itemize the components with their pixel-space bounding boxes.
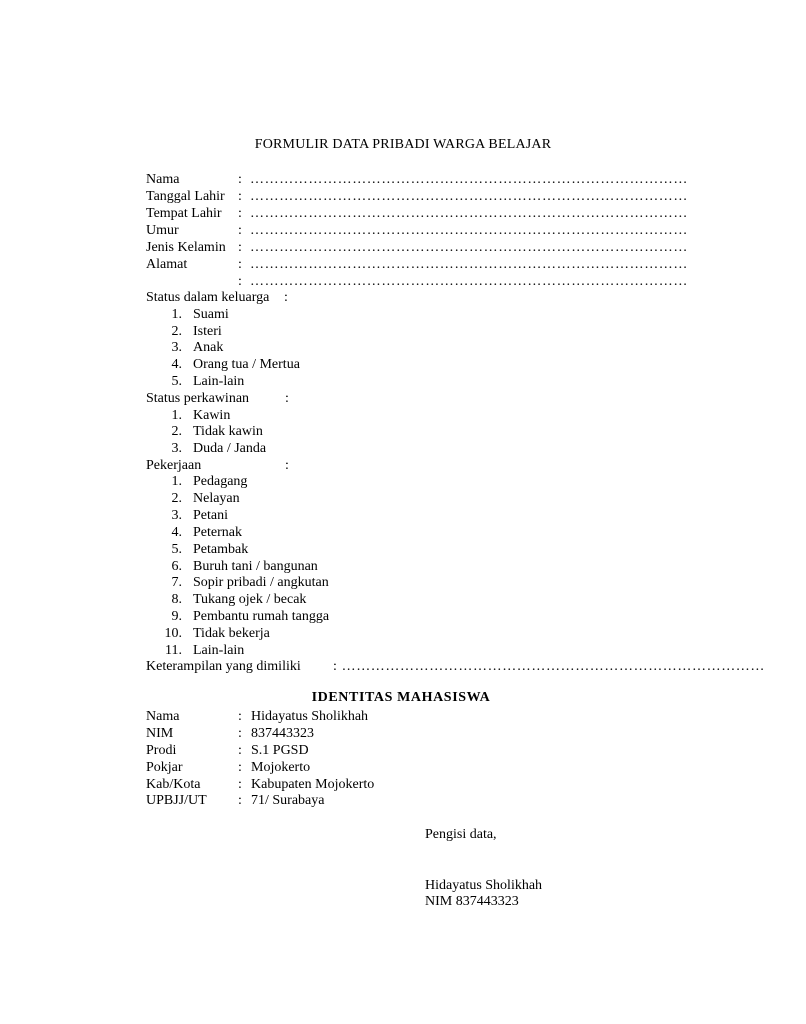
item-number: 3. [171,441,182,456]
item-number: 1. [171,408,182,423]
item-number: 9. [171,609,182,624]
section-colon: : [284,290,288,305]
item-number: 10. [164,626,182,641]
item-number: 4. [171,525,182,540]
item-number: 3. [171,340,182,355]
item-text: Petani [193,508,228,523]
item-text: Sopir pribadi / angkutan [193,575,329,590]
row-value: Mojokerto [251,760,311,775]
item-text: Buruh tani / bangunan [193,559,318,574]
item-text: Orang tua / Mertua [193,357,300,372]
item-text: Lain-lain [193,374,245,389]
field-dots: ……………………………………………………………………………… [250,223,688,238]
row-colon: : [238,709,242,724]
item-text: Isteri [193,324,222,339]
field-dots: ……………………………………………………………………………… [250,240,688,255]
field-colon: : [238,172,242,187]
row-colon: : [238,743,242,758]
item-number: 3. [171,508,182,523]
field-dots: ……………………………………………………………………………… [250,257,688,272]
signature-name: Hidayatus Sholikhah [425,878,543,893]
row-label: UPBJJ/UT [146,793,207,808]
row-colon: : [238,760,242,775]
identitas-title: IDENTITAS MAHASISWA [311,690,491,705]
item-number: 2. [171,424,182,439]
item-number: 2. [171,324,182,339]
row-value: 71/ Surabaya [251,793,325,808]
field-label: Umur [146,223,179,238]
item-number: 4. [171,357,182,372]
row-label: NIM [146,726,174,741]
form-title: FORMULIR DATA PRIBADI WARGA BELAJAR [254,137,552,152]
field-label: Nama [146,172,180,187]
item-number: 1. [171,474,182,489]
field-colon: : [238,274,242,289]
field-colon: : [238,257,242,272]
row-label: Kab/Kota [146,777,201,792]
keterampilan-label: Keterampilan yang dimiliki [146,659,301,674]
item-text: Nelayan [193,491,240,506]
field-dots: ……………………………………………………………………………… [250,274,688,289]
keterampilan-dots: : …………………………………………………………………………… [333,659,765,674]
section-label: Pekerjaan [146,458,202,473]
item-text: Tidak kawin [193,424,263,439]
field-dots: ……………………………………………………………………………… [250,172,688,187]
section-label: Status dalam keluarga [146,290,270,305]
field-label: Alamat [146,257,188,272]
item-text: Pedagang [193,474,248,489]
item-text: Pembantu rumah tangga [193,609,330,624]
row-colon: : [238,726,242,741]
item-text: Kawin [193,408,231,423]
row-value: Hidayatus Sholikhah [251,709,369,724]
item-number: 2. [171,491,182,506]
item-text: Lain-lain [193,643,245,658]
section-label: Status perkawinan [146,391,250,406]
field-colon: : [238,223,242,238]
row-colon: : [238,777,242,792]
field-label: Tanggal Lahir [146,189,225,204]
item-number: 5. [171,542,182,557]
item-text: Tukang ojek / becak [193,592,307,607]
signature-nim: NIM 837443323 [425,894,519,909]
item-text: Suami [193,307,229,322]
section-colon: : [285,458,289,473]
row-value: Kabupaten Mojokerto [251,777,375,792]
field-label: Jenis Kelamin [146,240,226,255]
item-text: Petambak [193,542,249,557]
item-text: Anak [193,340,224,355]
row-value: 837443323 [251,726,314,741]
item-number: 6. [171,559,182,574]
section-colon: : [285,391,289,406]
field-colon: : [238,206,242,221]
field-dots: ……………………………………………………………………………… [250,206,688,221]
row-value: S.1 PGSD [251,743,309,758]
signature-heading: Pengisi data, [425,827,497,842]
item-text: Tidak bekerja [193,626,270,641]
item-text: Duda / Janda [193,441,267,456]
field-colon: : [238,240,242,255]
field-label: Tempat Lahir [146,206,222,221]
item-number: 11. [165,643,182,658]
field-dots: ……………………………………………………………………………… [250,189,688,204]
field-colon: : [238,189,242,204]
item-number: 8. [171,592,182,607]
row-label: Prodi [146,743,177,758]
row-label: Nama [146,709,180,724]
row-colon: : [238,793,242,808]
item-text: Peternak [193,525,242,540]
row-label: Pokjar [146,760,183,775]
item-number: 5. [171,374,182,389]
item-number: 1. [171,307,182,322]
item-number: 7. [171,575,182,590]
